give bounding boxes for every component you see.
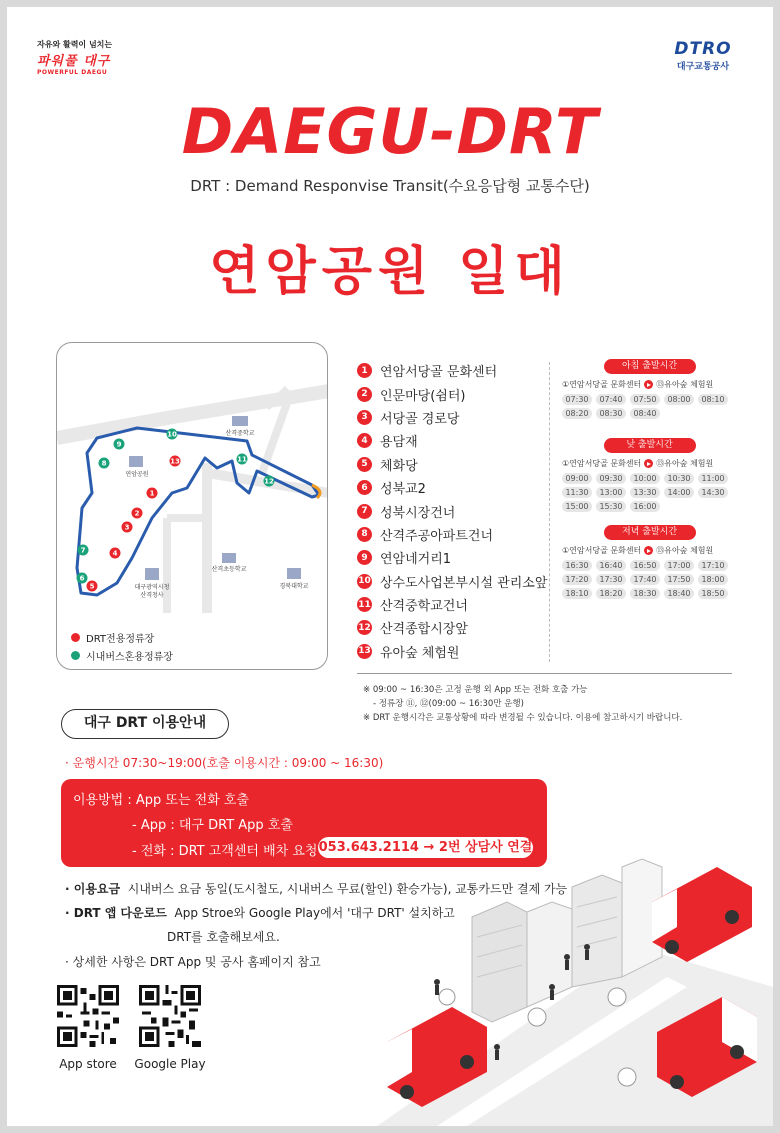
detail-info: · 상세한 사항은 DRT App 및 공사 홈페이지 참고: [65, 955, 321, 969]
logo-tagline: 자유와 활력이 넘치는: [37, 40, 113, 49]
departure-time: 08:20: [562, 408, 592, 419]
departure-time: 08:00: [664, 394, 694, 405]
departure-time: 17:10: [698, 560, 728, 571]
time-grid: [562, 394, 737, 419]
dtro-brand: DTRO: [674, 39, 732, 59]
map-label-middle-school: 산격중학교: [225, 430, 255, 437]
timetable-evening: [562, 525, 737, 599]
list-item: 9 연암네거리1: [357, 546, 547, 569]
svg-text:2: 2: [134, 509, 140, 518]
play-arrow-icon: [644, 459, 653, 468]
bus-icon: [652, 867, 752, 962]
departure-time: 18:20: [596, 588, 626, 599]
departure-time: 18:10: [562, 588, 592, 599]
timetable-heading: 낮 출발시간: [604, 438, 696, 453]
time-grid: [562, 473, 737, 512]
list-item: 8 산격주공아파트건너: [357, 523, 547, 546]
list-item: 4 용담재: [357, 429, 547, 452]
svg-text:10: 10: [167, 430, 177, 439]
departure-time: 17:20: [562, 574, 592, 585]
red-dot-icon: [71, 633, 80, 642]
departure-time: 16:00: [630, 501, 660, 512]
departure-time: 18:40: [664, 588, 694, 599]
divider: [549, 362, 550, 662]
timetable-route: ①연암서당골 문화센터 ⑬유아숲 체험원: [562, 380, 714, 389]
timetable-heading: 아침 출발시간: [604, 359, 696, 374]
play-arrow-icon: [644, 546, 653, 555]
departure-time: 10:00: [630, 473, 660, 484]
method-line: 이용방법 : App 또는 전화 호출: [73, 793, 250, 808]
svg-text:6: 6: [79, 574, 85, 583]
departure-time: 18:30: [630, 588, 660, 599]
departure-time: 13:30: [630, 487, 660, 498]
svg-text:13: 13: [170, 457, 180, 466]
timetable-heading: 저녁 출발시간: [604, 525, 696, 540]
city-bus-illustration: [377, 837, 773, 1126]
departure-time: 08:10: [698, 394, 728, 405]
googleplay-qr-icon[interactable]: [139, 985, 201, 1047]
map-label-park: 연암공원: [125, 471, 149, 478]
list-item: 5 체화당: [357, 453, 547, 476]
departure-time: 16:40: [596, 560, 626, 571]
timetable-route: ①연암서당골 문화센터 ⑬유아숲 체험원: [562, 546, 714, 555]
svg-text:9: 9: [116, 440, 122, 449]
svg-text:11: 11: [237, 455, 247, 464]
svg-text:8: 8: [101, 459, 107, 468]
departure-time: 07:30: [562, 394, 592, 405]
route-map-graphic: [57, 343, 328, 670]
method-line: - 전화 : DRT 고객센터 배차 요청: [132, 844, 318, 859]
note-line: ※ DRT 운행시각은 교통상황에 따라 변경될 수 있습니다. 이용에 참고하시기 바랍니다.: [363, 713, 683, 723]
dtro-logo: [663, 39, 743, 72]
service-area-title: 연암공원 일대: [209, 242, 571, 302]
departure-time: 18:00: [698, 574, 728, 585]
app-download-info: · DRT 앱 다운로드 App Stroe와 Google Play에서 '대구 DRT' 설치하고: [65, 906, 455, 920]
departure-time: 09:30: [596, 473, 626, 484]
departure-time: 16:50: [630, 560, 660, 571]
departure-time: 09:00: [562, 473, 592, 484]
legend-label: DRT전용정류장: [86, 634, 155, 645]
divider: [357, 673, 732, 674]
list-item: 2 인문마당(쉼터): [357, 382, 547, 405]
appstore-label: App store: [59, 1057, 117, 1071]
departure-time: 08:40: [630, 408, 660, 419]
page-subtitle: DRT : Demand Responvise Transit(수요응답형 교통수단): [190, 177, 590, 195]
appstore-qr-icon[interactable]: [57, 985, 119, 1047]
logo-english: POWERFUL DAEGU: [37, 69, 108, 76]
dtro-name: 대구교통공사: [676, 62, 730, 72]
svg-text:12: 12: [264, 477, 274, 486]
legend-label: 시내버스혼용정류장: [86, 652, 173, 663]
list-item: 10 상수도사업본부시설 관리소앞: [358, 575, 548, 591]
operating-hours: · 운행시간 07:30~19:00(호출 이용시간 : 09:00 ~ 16:30): [65, 756, 384, 770]
app-download-info-2: DRT를 호출해보세요.: [167, 930, 280, 944]
stop-list: [357, 359, 547, 663]
map-label-cityhall-1: 대구광역시청: [134, 584, 170, 591]
svg-text:7: 7: [80, 546, 86, 555]
list-item: 7 성북시장건너: [357, 499, 547, 522]
notes: [363, 683, 743, 725]
legend-shared-stop: [71, 648, 173, 663]
departure-time: 10:30: [664, 473, 694, 484]
departure-time: 16:30: [562, 560, 592, 571]
logo-wordmark: 파워풀 대구: [37, 54, 111, 69]
departure-time: 14:30: [698, 487, 728, 498]
list-item: 13 유아숲 체험원: [358, 645, 460, 661]
page-title: DAEGU-DRT: [181, 95, 599, 168]
departure-time: 11:00: [698, 473, 728, 484]
departure-time: 17:30: [596, 574, 626, 585]
method-line: - App : 대구 DRT App 호출: [132, 818, 293, 833]
list-item: 12 산격종합시장앞: [358, 622, 468, 638]
googleplay-label: Google Play: [134, 1057, 206, 1071]
departure-time: 17:40: [630, 574, 660, 585]
powerful-daegu-logo: [37, 39, 127, 76]
svg-text:4: 4: [112, 549, 118, 558]
svg-text:1: 1: [149, 489, 155, 498]
timetable-daytime: [562, 438, 737, 512]
departure-time: 15:00: [562, 501, 592, 512]
guide-heading: 대구 DRT 이용안내: [61, 709, 229, 739]
fare-info: · 이용요금 시내버스 요금 동일(도시철도, 시내버스 무료(할인) 환승가능), 교통카드만 결제 가능: [65, 882, 568, 896]
svg-text:5: 5: [89, 582, 95, 591]
departure-time: 18:50: [698, 588, 728, 599]
departure-time: 07:50: [630, 394, 660, 405]
time-grid: [562, 560, 737, 599]
list-item: 6 성북교2: [357, 476, 547, 499]
map-label-elementary: 산격초등학교: [211, 566, 247, 573]
timetable-route: ①연암서당골 문화센터 ⑬유아숲 체험원: [562, 459, 714, 468]
note-line: ※ 09:00 ~ 16:30은 고정 운행 외 App 또는 전화 호출 가능: [363, 685, 588, 695]
phone-number[interactable]: 053.643.2114 → 2번 상담사 연결: [318, 837, 533, 858]
departure-time: 17:00: [664, 560, 694, 571]
list-item: 11 산격중학교건너: [358, 599, 468, 615]
green-dot-icon: [71, 651, 80, 660]
svg-text:3: 3: [124, 523, 130, 532]
poster: [7, 7, 773, 1126]
play-arrow-icon: [644, 380, 653, 389]
departure-time: 13:00: [596, 487, 626, 498]
note-line: - 정류장 ⑪, ⑫(09:00 ~ 16:30만 운행): [373, 699, 524, 709]
route-map: [56, 342, 328, 670]
departure-time: 17:50: [664, 574, 694, 585]
legend-drt-stop: [71, 630, 154, 645]
departure-time: 14:00: [664, 487, 694, 498]
departure-time: 15:30: [596, 501, 626, 512]
list-item: 1 연암서당골 문화센터: [357, 359, 547, 382]
map-label-university: 경북대학교: [279, 583, 309, 590]
departure-time: 07:40: [596, 394, 626, 405]
departure-time: 08:30: [596, 408, 626, 419]
list-item: 3 서당골 경로당: [357, 406, 547, 429]
map-label-cityhall-2: 산격청사: [140, 592, 164, 599]
departure-time: 11:30: [562, 487, 592, 498]
timetable-morning: [562, 359, 737, 419]
